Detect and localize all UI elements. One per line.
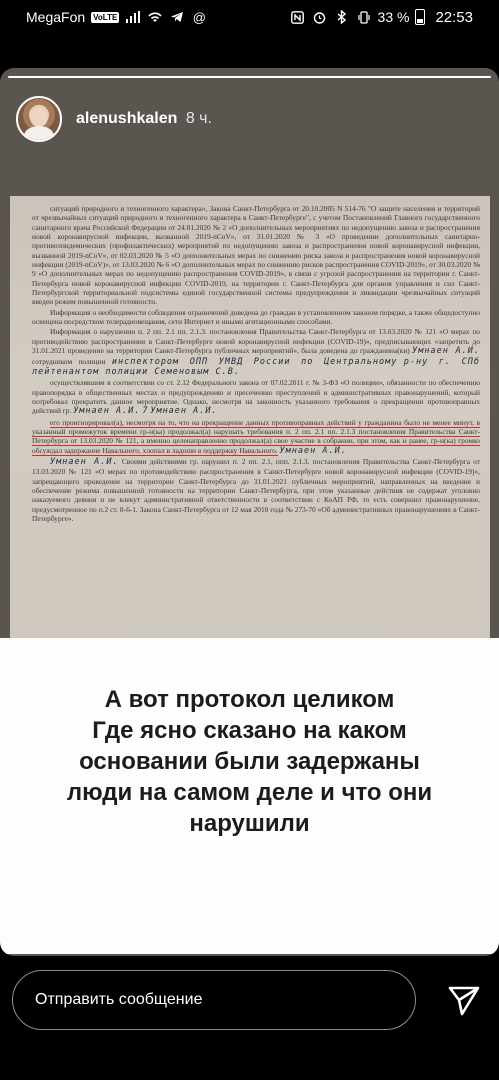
doc-paragraph-6-text: Своими действиями гр. нарушил п. 2 пп. 2.1, ппп. 2.1.3. постановления Правительства Санкт-Петербурга от 13.03.2020 № 121 «О мерах по противодействию распространения в Санкт-Петербурге новой коронавирусной инфекции (COVID-19)», запрещающего проведение на территории Санкт-Петербурга до 31.01.2021 публичных мероприятий, направленных на введение и обеспечение режима повышенной готовности на территории Санкт-Петербурга, при этом указанные действия не содержат уголовно наказуемого деяния и не влекут административной ответственности в соответствии с КоАП РФ, то есть совершил правонарушение, предусмотренное по п.2 ст. 8-6-1. Закона Санкт-Петербурга от 12 мая 2010 года № 273-70 «Об административных правонарушениях в Санкт-Петербурге». xyxy=(32,456,481,523)
story-card[interactable] xyxy=(0,68,499,956)
doc-paragraph-3-text: Информация о нарушении п. 2 пп. 2.1 пп. 2.1.3. постановления Правительства Санкт-Петербурга от 13.03.2020 № 121 «О мерах по противодействию распространения в Санкт-Петербурге новой коронавирусной инфекции (COVID-19)», предписывающих «запретить до 31.01.2021 проведение на территории Санкт-Петербурга публичных мероприятий», была доведена до гражданина(ки) xyxy=(32,327,480,356)
telegram-icon xyxy=(169,9,185,25)
status-left xyxy=(26,9,207,25)
reply-input[interactable] xyxy=(12,970,416,1030)
doc-paragraph-6 xyxy=(32,457,480,523)
wifi-icon xyxy=(147,9,163,25)
alarm-icon xyxy=(312,9,328,25)
volte-badge: VoLTE xyxy=(93,12,118,22)
doc-paragraph-5 xyxy=(32,418,480,456)
battery-percent: 33 % xyxy=(377,9,410,25)
caption-line: Где ясно сказано на каком xyxy=(92,717,407,744)
doc-paragraph-3: Информация о нарушении п. 2 пп. 2.1 пп. 2.1.3. постановления Правительства Санкт-Петербурга от 13.03.2020 № 121 «О мерах по противодействию распространения в Санкт-Петербурге новой коронавирусной инфекции (COVID-19)», предписывающих «запретить до 31.01.2021 проведение на территории Санкт-Петербурга публичных мероприятий», была доведена до гражданина(ки) Умнаен А.И. сотрудником полиции инспектором ОПП УМВД России по Центральному р-ну г. СПб лейтенантом полиции Семеновым С.В. xyxy=(32,327,480,377)
story-username[interactable]: alenushkalen xyxy=(76,110,178,127)
battery-icon xyxy=(415,9,425,25)
send-icon[interactable] xyxy=(446,985,482,1017)
caption-line: нарушили xyxy=(189,810,310,837)
document-photo xyxy=(10,196,490,648)
handwritten-name-3: Умнаен А.И. xyxy=(150,406,218,417)
story-progress-bar xyxy=(8,76,491,78)
handwritten-name-1: Умнаен А.И. xyxy=(412,346,480,357)
handwritten-name-2: Умнаен А.И. xyxy=(73,406,141,417)
handwritten-name-4: Умнаен А.И. xyxy=(279,445,347,456)
caption-line: А вот протокол целиком xyxy=(104,686,395,713)
signal-icon xyxy=(125,9,141,25)
doc-paragraph-1: ситуаций природного и техногенного характера», Закона Санкт-Петербурга от 20.10.2005 N 514-76 "О защите населения и территорий от чрезвычайных ситуаций природного и техногенного характера в Санкт-Петербурге", с учетом Постановлений Главного государственного санитарного врача Российской Федерации от 24.01.2020 № 2 «О дополнительных мероприятиях по недопущению завоза и распространения новой коронавирусной инфекции, вызванной 2019-nCoV», от 31.01.2020 № 3 «О проведении дополнительных санитарно-противоэпидемических (профилактических) мероприятий по недопущению завоза и распространения новой коронавирусной инфекции, вызванной 2019-nCoV», от 02.03.2020 № 5 «О дополнительных мерах по снижению риска завоза и распространения новой коронавирусной инфекции (2019-nCoV)», от 13.03.2020 № 6 «О дополнительных мерах по снижению рисков распространения COVID-2019», от 30.03.2020 № 9 «О дополнительных мерах по недопущению распространения COVID-2019», в связи с угрозой распространения на территории г. Санкт-Петербурга новой коронавирусной инфекции COVID-2019, на территории г. Санкт-Петербурга для органов управления и сил Санкт-Петербургской территориальной подсистемы единой государственной системы предупреждения и ликвидации чрезвычайных ситуаций введен режим повышенной готовности. xyxy=(32,204,480,307)
doc-paragraph-2: Информация о необходимости соблюдения ограничений доведена до граждан в установленном законом порядке, а также общедоступно освещена посредством телерадиовещания, сети Интернет и иными агитационными способами. xyxy=(32,307,480,327)
story-time-ago: 8 ч. xyxy=(185,110,212,127)
handwritten-officer-1: инспектором ОПП УМВД России по Центральному xyxy=(111,356,398,367)
reply-placeholder: Отправить сообщение xyxy=(35,991,203,1008)
status-bar xyxy=(0,0,499,34)
document-text xyxy=(32,204,480,523)
doc-paragraph-5-text: его проигнорировал(а), несмотря на то, что на прекращение данных противоправных действий у гражданина было не менее минут, в указанный промежуток времени гр-н(ка) продолжал(а) нарушать требования п. 2 пп. 2.1 пп. 2.1.3 постановления Правительства Санкт-Петербурга от 13.03.2020 № 121, а именно целенаправленно продолжал(а) свое участие в собрании, при этом, как и ранее, гр-н(ка) громко обсуждал задержание Навального, хлопал в ладоши в поддержку Навального. xyxy=(32,417,480,455)
caption-line: основании были задержаны xyxy=(79,748,420,775)
handwritten-minutes: 7 xyxy=(142,406,149,417)
doc-paragraph-4 xyxy=(32,378,480,416)
story-caption xyxy=(0,684,499,839)
at-icon: @ xyxy=(192,9,206,25)
story-header xyxy=(16,96,212,142)
status-right xyxy=(290,9,473,26)
avatar[interactable] xyxy=(16,96,62,142)
vibrate-icon xyxy=(356,9,372,25)
handwritten-officer-2: р-ну г. СПб лейтенантом полиции Семеновым С.В. xyxy=(32,356,480,377)
doc-paragraph-4-text: осуществлявшим в соответствии со ст. 2.12 Федерального закона от 07.02.2011 г. № 3-ФЗ «О полиции», обязанности по обеспечению правопорядка в общественных местах и предупреждению и пресечению преступлений и административных правонарушений, который потребовал прекратить данное мероприятие. Однако, несмотря на законность указанного требования о прекращении противоправных действий гр. xyxy=(32,378,480,416)
story-caption-box xyxy=(0,638,499,954)
handwritten-name-5: Умнаен А.И. xyxy=(50,456,119,467)
caption-line: люди на самом деле и что они xyxy=(66,779,433,806)
carrier-name: MegaFon xyxy=(26,9,86,25)
clock: 22:53 xyxy=(435,8,473,26)
story-progress-fill xyxy=(8,76,491,78)
bluetooth-icon xyxy=(334,9,350,25)
nfc-icon xyxy=(290,9,306,25)
